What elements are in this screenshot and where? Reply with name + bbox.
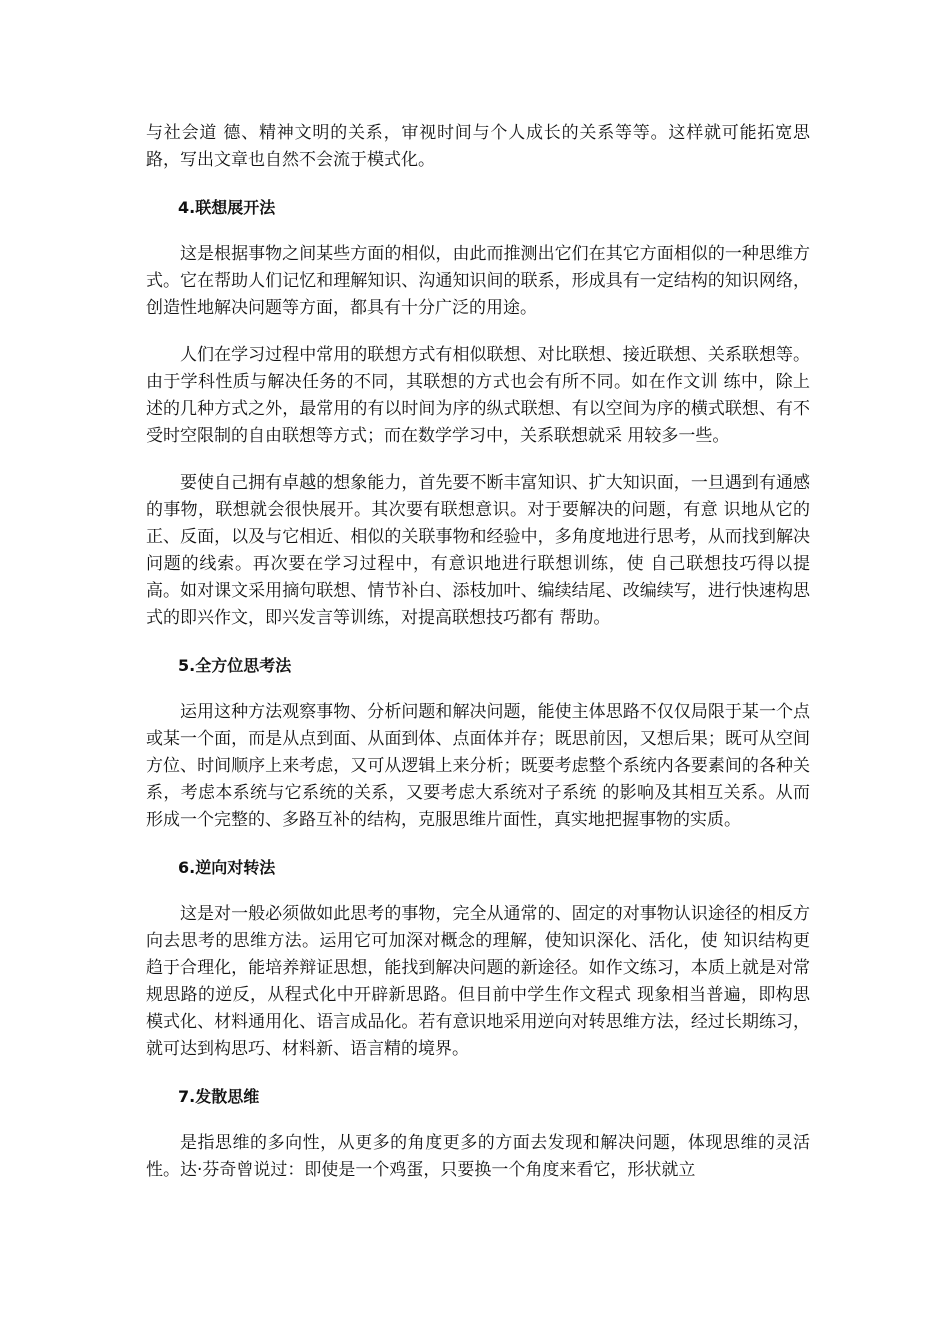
body-paragraph: 与社会道 德、精神文明的关系，审视时间与个人成长的关系等等。这样就可能拓宽思路，写出文章也自然不会流于模式化。	[146, 123, 810, 170]
section-heading: 7.发散思维	[178, 1087, 260, 1106]
body-paragraph: 要使自己拥有卓越的想象能力，首先要不断丰富知识、扩大知识面，一旦遇到有通感的事物，联想就会很快展开。其次要有联想意识。对于要解决的问题，有意 识地从它的正、反面，以及与它相近、相似的关联事物和经验中，多角度地进行思考，从而找到解决问题的线索。再次要在学习过程中，有意识地进行联想训练，使 自己联想技巧得以提高。如对课文采用摘句联想、情节补白、添枝加叶、编续结尾、改编续写，进行快速构思式的即兴作文，即兴发言等训练，对提高联想技巧都有 帮助。	[146, 473, 810, 628]
body-paragraph: 人们在学习过程中常用的联想方式有相似联想、对比联想、接近联想、关系联想等。由于学科性质与解决任务的不同，其联想的方式也会有所不同。如在作文训 练中，除上述的几种方式之外，最常用的有以时间为序的纵式联想、有以空间为序的横式联想、有不受时空限制的自由联想等方式；而在数学学习中，关系联想就采 用较多一些。	[146, 345, 810, 446]
document-page	[146, 120, 810, 1204]
body-paragraph: 这是根据事物之间某些方面的相似，由此而推测出它们在其它方面相似的一种思维方式。它在帮助人们记忆和理解知识、沟通知识间的联系，形成具有一定结构的知识网络，创造性地解决问题等方面，都具有十分广泛的用途。	[146, 244, 810, 318]
body-paragraph: 运用这种方法观察事物、分析问题和解决问题，能使主体思路不仅仅局限于某一个点或某一个面，而是从点到面、从面到体、点面体并存；既思前因，又想后果；既可从空间方位、时间顺序上来考虑，又可从逻辑上来分析；既要考虑整个系统内各要素间的各种关系，考虑本系统与它系统的关系，又要考虑大系统对子系统 的影响及其相互关系。从而形成一个完整的、多路互补的结构，克服思维片面性，真实地把握事物的实质。	[146, 702, 810, 830]
section-heading: 5.全方位思考法	[178, 656, 292, 675]
body-paragraph: 是指思维的多向性，从更多的角度更多的方面去发现和解决问题，体现思维的灵活性。达·芬奇曾说过：即使是一个鸡蛋，只要换一个角度来看它，形状就立	[146, 1133, 810, 1180]
section-heading: 6.逆向对转法	[178, 858, 276, 877]
section-heading: 4.联想展开法	[178, 198, 276, 217]
body-paragraph: 这是对一般必须做如此思考的事物，完全从通常的、固定的对事物认识途径的相反方向去思考的思维方法。运用它可加深对概念的理解，使知识深化、活化，使 知识结构更趋于合理化，能培养辩证思想，能找到解决问题的新途径。如作文练习，本质上就是对常规思路的逆反，从程式化中开辟新思路。但目前中学生作文程式 现象相当普遍，即构思模式化、材料通用化、语言成品化。若有意识地采用逆向对转思维方法，经过长期练习，就可达到构思巧、材料新、语言精的境界。	[146, 904, 810, 1059]
